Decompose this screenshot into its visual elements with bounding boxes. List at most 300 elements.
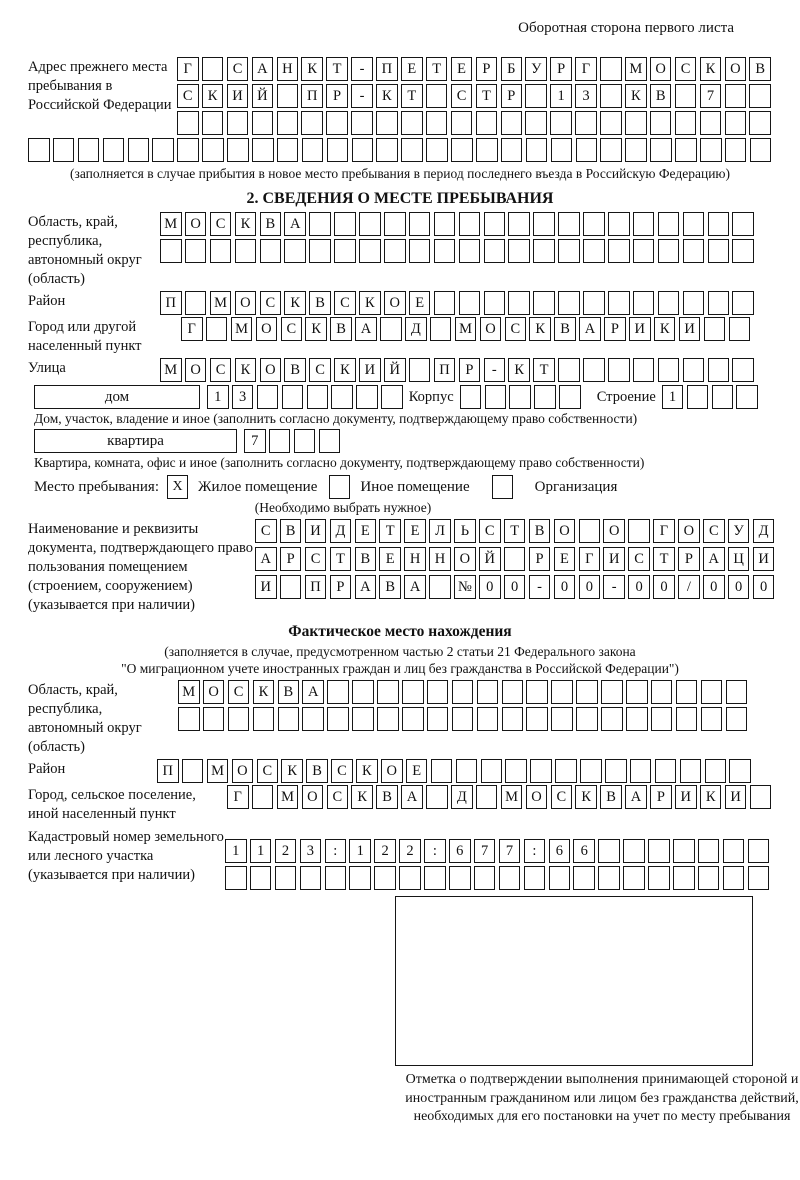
char-cell[interactable] — [334, 239, 356, 263]
char-cell[interactable]: Г — [227, 785, 249, 809]
char-cell[interactable]: Н — [429, 547, 451, 571]
char-cell[interactable] — [302, 138, 324, 162]
char-cell[interactable] — [579, 519, 601, 543]
char-cell[interactable]: М — [501, 785, 523, 809]
char-cell[interactable]: Т — [426, 57, 448, 81]
char-cell[interactable] — [608, 291, 630, 315]
char-cell[interactable]: 0 — [728, 575, 750, 599]
char-cell[interactable] — [749, 84, 771, 108]
char-cell[interactable] — [601, 680, 623, 704]
char-cell[interactable] — [749, 111, 771, 135]
char-cell[interactable] — [152, 138, 174, 162]
char-cell[interactable]: Ь — [454, 519, 476, 543]
char-cell[interactable] — [748, 866, 770, 890]
char-cell[interactable] — [309, 239, 331, 263]
char-cell[interactable] — [402, 680, 424, 704]
char-cell[interactable]: - — [603, 575, 625, 599]
char-cell[interactable]: : — [424, 839, 446, 863]
char-cell[interactable] — [257, 385, 279, 409]
char-cell[interactable]: О — [260, 358, 282, 382]
char-cell[interactable]: Г — [575, 57, 597, 81]
char-cell[interactable]: И — [679, 317, 701, 341]
char-cell[interactable] — [712, 385, 734, 409]
char-cell[interactable]: П — [376, 57, 398, 81]
char-cell[interactable] — [452, 707, 474, 731]
char-cell[interactable] — [732, 358, 754, 382]
char-cell[interactable] — [250, 866, 272, 890]
char-cell[interactable]: А — [284, 212, 306, 236]
char-cell[interactable] — [376, 138, 398, 162]
char-cell[interactable] — [260, 239, 282, 263]
char-cell[interactable]: Д — [753, 519, 775, 543]
char-cell[interactable]: С — [479, 519, 501, 543]
char-cell[interactable] — [630, 759, 652, 783]
char-cell[interactable] — [185, 291, 207, 315]
char-cell[interactable] — [708, 212, 730, 236]
char-cell[interactable] — [626, 680, 648, 704]
char-cell[interactable]: - — [351, 57, 373, 81]
char-cell[interactable] — [680, 759, 702, 783]
char-cell[interactable]: 1 — [250, 839, 272, 863]
char-cell[interactable] — [352, 138, 374, 162]
char-cell[interactable] — [376, 111, 398, 135]
char-cell[interactable]: 0 — [703, 575, 725, 599]
char-cell[interactable]: К — [508, 358, 530, 382]
char-cell[interactable]: О — [232, 759, 254, 783]
char-cell[interactable] — [701, 680, 723, 704]
char-cell[interactable] — [476, 111, 498, 135]
char-cell[interactable] — [549, 866, 571, 890]
char-cell[interactable]: С — [255, 519, 277, 543]
char-cell[interactable]: А — [703, 547, 725, 571]
char-cell[interactable] — [460, 385, 482, 409]
char-cell[interactable] — [704, 317, 726, 341]
char-cell[interactable] — [502, 680, 524, 704]
char-cell[interactable] — [476, 138, 498, 162]
stay-type-checkbox-organization[interactable] — [492, 475, 513, 499]
char-cell[interactable] — [302, 707, 324, 731]
char-cell[interactable]: В — [309, 291, 331, 315]
char-cell[interactable]: Т — [401, 84, 423, 108]
char-cell[interactable]: Р — [501, 84, 523, 108]
char-cell[interactable] — [726, 680, 748, 704]
char-cell[interactable] — [623, 866, 645, 890]
char-cell[interactable] — [508, 212, 530, 236]
char-cell[interactable] — [325, 866, 347, 890]
char-cell[interactable]: 3 — [232, 385, 254, 409]
char-cell[interactable] — [327, 680, 349, 704]
char-cell[interactable] — [732, 239, 754, 263]
char-cell[interactable]: Р — [459, 358, 481, 382]
char-cell[interactable] — [633, 291, 655, 315]
char-cell[interactable]: И — [359, 358, 381, 382]
char-cell[interactable]: 0 — [554, 575, 576, 599]
char-cell[interactable]: М — [277, 785, 299, 809]
char-cell[interactable]: 7 — [499, 839, 521, 863]
char-cell[interactable] — [426, 84, 448, 108]
char-cell[interactable]: Г — [177, 57, 199, 81]
char-cell[interactable] — [583, 291, 605, 315]
char-cell[interactable] — [608, 212, 630, 236]
char-cell[interactable]: К — [334, 358, 356, 382]
char-cell[interactable] — [377, 707, 399, 731]
char-cell[interactable] — [658, 291, 680, 315]
char-cell[interactable] — [280, 575, 302, 599]
char-cell[interactable] — [78, 138, 100, 162]
char-cell[interactable] — [459, 239, 481, 263]
char-cell[interactable] — [160, 239, 182, 263]
char-cell[interactable] — [708, 239, 730, 263]
char-cell[interactable] — [477, 707, 499, 731]
char-cell[interactable]: 1 — [349, 839, 371, 863]
char-cell[interactable]: Т — [504, 519, 526, 543]
char-cell[interactable] — [651, 680, 673, 704]
char-cell[interactable] — [628, 519, 650, 543]
char-cell[interactable]: К — [253, 680, 275, 704]
char-cell[interactable] — [28, 138, 50, 162]
char-cell[interactable]: В — [355, 547, 377, 571]
char-cell[interactable]: - — [484, 358, 506, 382]
char-cell[interactable] — [269, 429, 291, 453]
char-cell[interactable]: 7 — [474, 839, 496, 863]
char-cell[interactable] — [526, 680, 548, 704]
char-cell[interactable] — [525, 84, 547, 108]
char-cell[interactable]: № — [454, 575, 476, 599]
char-cell[interactable] — [550, 111, 572, 135]
char-cell[interactable]: О — [480, 317, 502, 341]
char-cell[interactable] — [451, 138, 473, 162]
char-cell[interactable]: В — [650, 84, 672, 108]
char-cell[interactable] — [235, 239, 257, 263]
char-cell[interactable]: У — [728, 519, 750, 543]
char-cell[interactable]: Е — [404, 519, 426, 543]
char-cell[interactable] — [481, 759, 503, 783]
char-cell[interactable] — [178, 707, 200, 731]
char-cell[interactable] — [583, 358, 605, 382]
char-cell[interactable]: А — [579, 317, 601, 341]
char-cell[interactable] — [658, 239, 680, 263]
char-cell[interactable]: О — [185, 358, 207, 382]
char-cell[interactable] — [484, 239, 506, 263]
char-cell[interactable] — [227, 138, 249, 162]
char-cell[interactable]: А — [404, 575, 426, 599]
char-cell[interactable] — [551, 680, 573, 704]
char-cell[interactable]: К — [654, 317, 676, 341]
char-cell[interactable] — [356, 385, 378, 409]
char-cell[interactable] — [277, 138, 299, 162]
char-cell[interactable] — [551, 707, 573, 731]
char-cell[interactable]: С — [210, 358, 232, 382]
char-cell[interactable]: Р — [330, 575, 352, 599]
char-cell[interactable] — [683, 239, 705, 263]
char-cell[interactable]: М — [231, 317, 253, 341]
char-cell[interactable]: О — [650, 57, 672, 81]
char-cell[interactable] — [426, 138, 448, 162]
char-cell[interactable] — [424, 866, 446, 890]
char-cell[interactable] — [658, 212, 680, 236]
char-cell[interactable] — [526, 707, 548, 731]
char-cell[interactable]: В — [529, 519, 551, 543]
char-cell[interactable]: В — [280, 519, 302, 543]
char-cell[interactable]: Т — [330, 547, 352, 571]
char-cell[interactable]: Д — [330, 519, 352, 543]
char-cell[interactable]: С — [257, 759, 279, 783]
char-cell[interactable]: А — [355, 317, 377, 341]
char-cell[interactable] — [384, 239, 406, 263]
char-cell[interactable]: : — [524, 839, 546, 863]
char-cell[interactable] — [278, 707, 300, 731]
char-cell[interactable]: У — [525, 57, 547, 81]
char-cell[interactable]: Й — [252, 84, 274, 108]
char-cell[interactable] — [601, 707, 623, 731]
char-cell[interactable] — [451, 111, 473, 135]
char-cell[interactable]: 1 — [207, 385, 229, 409]
char-cell[interactable] — [474, 866, 496, 890]
char-cell[interactable] — [377, 680, 399, 704]
char-cell[interactable] — [275, 866, 297, 890]
char-cell[interactable]: Р — [326, 84, 348, 108]
char-cell[interactable]: Б — [501, 57, 523, 81]
char-cell[interactable]: О — [526, 785, 548, 809]
char-cell[interactable]: К — [305, 317, 327, 341]
char-cell[interactable] — [202, 111, 224, 135]
char-cell[interactable] — [277, 84, 299, 108]
char-cell[interactable]: П — [160, 291, 182, 315]
char-cell[interactable]: И — [305, 519, 327, 543]
char-cell[interactable] — [327, 707, 349, 731]
char-cell[interactable] — [429, 575, 451, 599]
char-cell[interactable]: Р — [280, 547, 302, 571]
char-cell[interactable]: 0 — [504, 575, 526, 599]
char-cell[interactable]: С — [227, 57, 249, 81]
char-cell[interactable]: Е — [401, 57, 423, 81]
char-cell[interactable]: Е — [409, 291, 431, 315]
char-cell[interactable] — [675, 138, 697, 162]
char-cell[interactable]: О — [384, 291, 406, 315]
char-cell[interactable] — [725, 111, 747, 135]
char-cell[interactable]: А — [252, 57, 274, 81]
char-cell[interactable] — [427, 707, 449, 731]
char-cell[interactable] — [177, 111, 199, 135]
char-cell[interactable]: Е — [554, 547, 576, 571]
char-cell[interactable] — [485, 385, 507, 409]
char-cell[interactable]: С — [210, 212, 232, 236]
char-cell[interactable]: И — [675, 785, 697, 809]
char-cell[interactable] — [729, 759, 751, 783]
char-cell[interactable] — [477, 680, 499, 704]
char-cell[interactable] — [177, 138, 199, 162]
char-cell[interactable]: Р — [476, 57, 498, 81]
char-cell[interactable]: 1 — [662, 385, 684, 409]
char-cell[interactable]: 7 — [700, 84, 722, 108]
char-cell[interactable]: Р — [604, 317, 626, 341]
char-cell[interactable] — [501, 138, 523, 162]
char-cell[interactable]: / — [678, 575, 700, 599]
char-cell[interactable] — [409, 358, 431, 382]
char-cell[interactable]: Г — [181, 317, 203, 341]
char-cell[interactable] — [484, 212, 506, 236]
char-cell[interactable] — [558, 358, 580, 382]
char-cell[interactable] — [558, 212, 580, 236]
char-cell[interactable]: К — [625, 84, 647, 108]
char-cell[interactable] — [307, 385, 329, 409]
char-cell[interactable] — [253, 707, 275, 731]
char-cell[interactable] — [700, 138, 722, 162]
char-cell[interactable] — [352, 680, 374, 704]
char-cell[interactable] — [327, 138, 349, 162]
char-cell[interactable]: В — [749, 57, 771, 81]
char-cell[interactable] — [508, 239, 530, 263]
char-cell[interactable]: С — [260, 291, 282, 315]
char-cell[interactable]: О — [302, 785, 324, 809]
char-cell[interactable] — [431, 759, 453, 783]
char-cell[interactable] — [633, 239, 655, 263]
char-cell[interactable] — [284, 239, 306, 263]
char-cell[interactable] — [701, 707, 723, 731]
char-cell[interactable]: К — [359, 291, 381, 315]
char-cell[interactable]: А — [255, 547, 277, 571]
char-cell[interactable] — [434, 239, 456, 263]
char-cell[interactable]: 0 — [653, 575, 675, 599]
char-cell[interactable] — [576, 138, 598, 162]
char-cell[interactable] — [600, 57, 622, 81]
char-cell[interactable]: Р — [550, 57, 572, 81]
char-cell[interactable]: 0 — [753, 575, 775, 599]
char-cell[interactable] — [750, 785, 772, 809]
char-cell[interactable] — [698, 839, 720, 863]
char-cell[interactable]: 1 — [225, 839, 247, 863]
char-cell[interactable] — [530, 759, 552, 783]
char-cell[interactable] — [705, 759, 727, 783]
char-cell[interactable] — [648, 839, 670, 863]
char-cell[interactable] — [359, 212, 381, 236]
char-cell[interactable]: Т — [533, 358, 555, 382]
char-cell[interactable] — [576, 707, 598, 731]
char-cell[interactable]: 3 — [575, 84, 597, 108]
char-cell[interactable] — [558, 239, 580, 263]
char-cell[interactable]: С — [305, 547, 327, 571]
char-cell[interactable]: В — [600, 785, 622, 809]
char-cell[interactable] — [182, 759, 204, 783]
char-cell[interactable] — [732, 291, 754, 315]
char-cell[interactable] — [673, 839, 695, 863]
char-cell[interactable]: И — [255, 575, 277, 599]
char-cell[interactable] — [202, 57, 224, 81]
char-cell[interactable] — [573, 866, 595, 890]
char-cell[interactable] — [551, 138, 573, 162]
char-cell[interactable] — [700, 111, 722, 135]
char-cell[interactable]: К — [351, 785, 373, 809]
char-cell[interactable] — [53, 138, 75, 162]
char-cell[interactable]: - — [529, 575, 551, 599]
char-cell[interactable] — [583, 212, 605, 236]
char-cell[interactable]: С — [228, 680, 250, 704]
char-cell[interactable]: К — [529, 317, 551, 341]
char-cell[interactable] — [252, 138, 274, 162]
char-cell[interactable]: С — [281, 317, 303, 341]
char-cell[interactable] — [351, 111, 373, 135]
char-cell[interactable] — [484, 291, 506, 315]
char-cell[interactable] — [326, 111, 348, 135]
char-cell[interactable] — [683, 291, 705, 315]
char-cell[interactable]: Т — [476, 84, 498, 108]
char-cell[interactable]: И — [753, 547, 775, 571]
char-cell[interactable] — [300, 866, 322, 890]
char-cell[interactable]: И — [227, 84, 249, 108]
char-cell[interactable]: 2 — [374, 839, 396, 863]
char-cell[interactable]: С — [551, 785, 573, 809]
char-cell[interactable]: Й — [384, 358, 406, 382]
char-cell[interactable] — [434, 291, 456, 315]
char-cell[interactable] — [732, 212, 754, 236]
char-cell[interactable]: И — [629, 317, 651, 341]
char-cell[interactable] — [575, 111, 597, 135]
char-cell[interactable] — [203, 707, 225, 731]
char-cell[interactable] — [687, 385, 709, 409]
char-cell[interactable]: О — [203, 680, 225, 704]
char-cell[interactable]: 6 — [549, 839, 571, 863]
char-cell[interactable] — [228, 707, 250, 731]
char-cell[interactable] — [708, 291, 730, 315]
char-cell[interactable]: К — [700, 57, 722, 81]
char-cell[interactable] — [580, 759, 602, 783]
char-cell[interactable] — [103, 138, 125, 162]
char-cell[interactable] — [309, 212, 331, 236]
stay-type-checkbox-other[interactable] — [329, 475, 350, 499]
char-cell[interactable] — [600, 111, 622, 135]
char-cell[interactable] — [402, 707, 424, 731]
char-cell[interactable] — [501, 111, 523, 135]
char-cell[interactable] — [725, 138, 747, 162]
char-cell[interactable] — [352, 707, 374, 731]
char-cell[interactable] — [726, 707, 748, 731]
char-cell[interactable] — [559, 385, 581, 409]
char-cell[interactable]: С — [334, 291, 356, 315]
char-cell[interactable]: О — [454, 547, 476, 571]
char-cell[interactable] — [456, 759, 478, 783]
char-cell[interactable] — [650, 111, 672, 135]
char-cell[interactable]: Т — [326, 57, 348, 81]
char-cell[interactable] — [505, 759, 527, 783]
char-cell[interactable] — [409, 239, 431, 263]
char-cell[interactable] — [608, 239, 630, 263]
char-cell[interactable]: 0 — [628, 575, 650, 599]
char-cell[interactable]: В — [554, 317, 576, 341]
char-cell[interactable]: С — [331, 759, 353, 783]
char-cell[interactable] — [748, 839, 770, 863]
char-cell[interactable]: 0 — [579, 575, 601, 599]
char-cell[interactable] — [277, 111, 299, 135]
char-cell[interactable] — [502, 707, 524, 731]
char-cell[interactable]: П — [301, 84, 323, 108]
char-cell[interactable]: А — [401, 785, 423, 809]
char-cell[interactable] — [626, 707, 648, 731]
char-cell[interactable]: Г — [653, 519, 675, 543]
char-cell[interactable]: Т — [653, 547, 675, 571]
char-cell[interactable]: 0 — [479, 575, 501, 599]
char-cell[interactable] — [384, 212, 406, 236]
char-cell[interactable]: П — [434, 358, 456, 382]
char-cell[interactable]: К — [301, 57, 323, 81]
char-cell[interactable] — [185, 239, 207, 263]
char-cell[interactable]: М — [207, 759, 229, 783]
char-cell[interactable] — [698, 866, 720, 890]
char-cell[interactable]: К — [700, 785, 722, 809]
char-cell[interactable]: П — [305, 575, 327, 599]
char-cell[interactable]: О — [381, 759, 403, 783]
char-cell[interactable] — [225, 866, 247, 890]
char-cell[interactable]: Г — [579, 547, 601, 571]
